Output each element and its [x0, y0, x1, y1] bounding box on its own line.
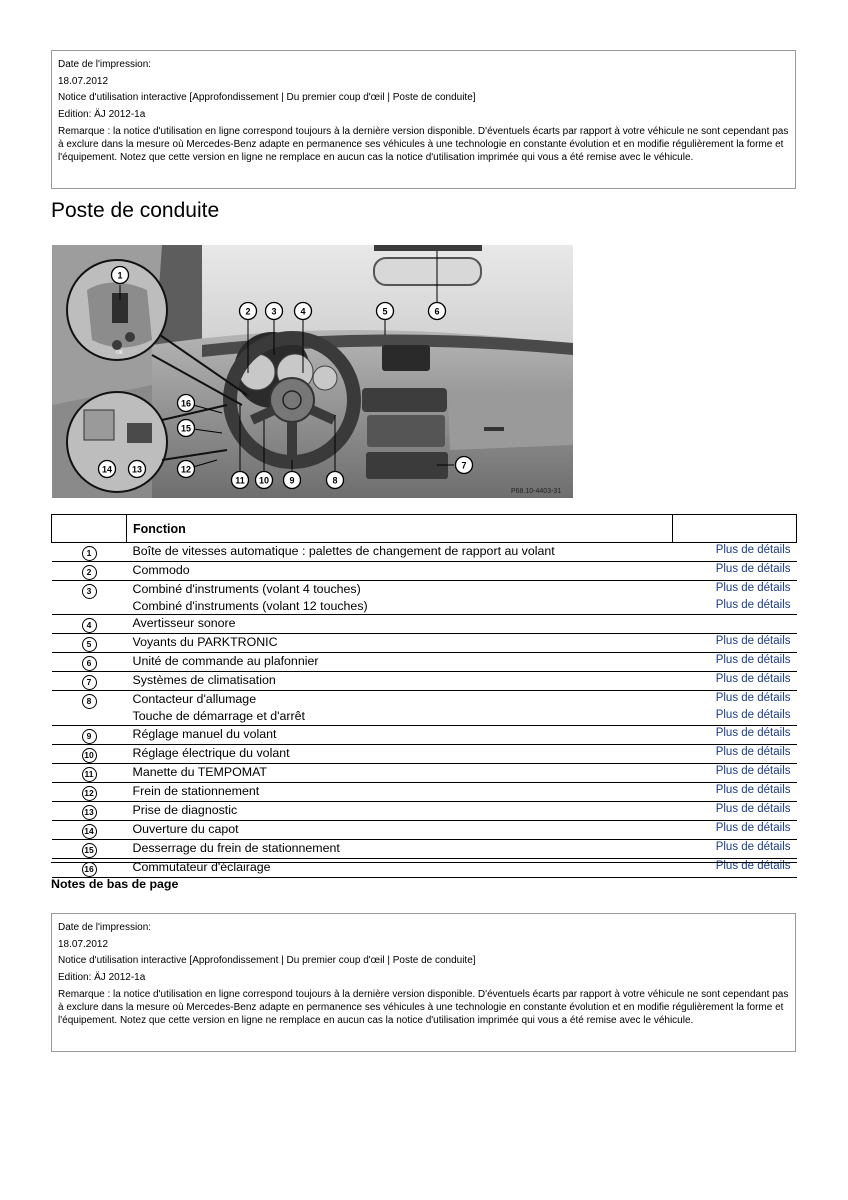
print-date-label: Date de l'impression:: [58, 59, 152, 70]
more-details-link[interactable]: Plus de détails: [715, 840, 791, 853]
callout-label: 9: [289, 475, 295, 486]
more-details-link[interactable]: Plus de détails: [715, 654, 791, 667]
more-details-link[interactable]: Plus de détails: [715, 726, 791, 739]
callout-7: [456, 457, 473, 474]
table-row: [52, 653, 797, 672]
details-cell: [673, 763, 797, 782]
table-row: [52, 820, 797, 839]
function-label: Réglage manuel du volant: [132, 726, 277, 741]
function-label: Ouverture du capot: [132, 821, 239, 836]
callout-2: [240, 303, 257, 320]
cockpit-figure: [52, 245, 573, 498]
print-date: 18.07.2012: [58, 75, 109, 87]
function-cell: [127, 691, 673, 725]
details-cell: [673, 615, 797, 634]
function-label: Desserrage du frein de stationnement: [132, 840, 340, 855]
function-cell: [127, 672, 673, 691]
more-details-link[interactable]: Plus de détails: [715, 692, 791, 705]
page-title: Poste de conduite: [51, 199, 220, 222]
callout-number-badge: 11: [82, 767, 97, 782]
table-row: [52, 725, 797, 744]
callout-number-badge: 14: [82, 824, 97, 839]
breadcrumb: Notice d'utilisation interactive [Approfondissement | Du premier coup d'œil | Poste de conduite]: [58, 955, 476, 966]
print-info-box-top: [51, 50, 796, 189]
callout-12: [178, 461, 195, 478]
function-table: [51, 514, 797, 878]
more-details-link: [673, 615, 791, 632]
table-row: [52, 691, 797, 725]
function-label: Systèmes de climatisation: [132, 673, 276, 688]
function-label: Prise de diagnostic: [132, 802, 238, 817]
cockpit-illustration: [52, 245, 573, 498]
callout-label: 4: [300, 306, 306, 317]
remark-text: Remarque : la notice d'utilisation en ligne correspond toujours à la dernière version disponible. D'éventuels écarts par rapport à votre véhicule ne sont cependant pas à exclure dans la mesure où Mercedes-Benz adapte en permanence ses véhicules à une technologie en constante évolution et en modifie régulièrement la forme et l'équipement. Notez que cette version en ligne ne remplace en aucun cas la notice d'utilisation imprimée qui vous a été remise avec le véhicule.: [58, 989, 789, 1027]
table-row: [52, 672, 797, 691]
more-details-link[interactable]: Plus de détails: [715, 764, 791, 777]
row-number-cell: [52, 615, 127, 634]
callout-number-badge: 1: [82, 546, 97, 561]
details-cell: [673, 744, 797, 763]
callout-number-badge: 10: [82, 748, 97, 763]
callout-number-badge: 2: [82, 565, 97, 580]
callout-label: 6: [434, 306, 440, 317]
row-number-cell: [52, 672, 127, 691]
table-row: [52, 562, 797, 581]
callout-label: 14: [101, 464, 113, 475]
header-function: Fonction: [127, 515, 673, 543]
function-table-body: [52, 543, 797, 878]
table-row: [52, 782, 797, 801]
callout-number-badge: 13: [82, 805, 97, 820]
header-link: [673, 515, 797, 543]
function-cell: [127, 820, 673, 839]
function-cell: [127, 763, 673, 782]
more-details-link[interactable]: Plus de détails: [715, 802, 791, 815]
callout-3: [266, 303, 283, 320]
function-label: Voyants du PARKTRONIC: [132, 635, 278, 650]
callout-16: [178, 395, 195, 412]
callout-number-badge: 6: [82, 656, 97, 671]
breadcrumb: Notice d'utilisation interactive [Approfondissement | Du premier coup d'œil | Poste de conduite]: [58, 92, 476, 103]
more-details-link[interactable]: Plus de détails: [715, 563, 791, 575]
callout-label: 15: [180, 423, 192, 434]
details-cell: [673, 820, 797, 839]
callout-label: 12: [180, 464, 192, 475]
function-cell: [127, 581, 673, 615]
callout-number-badge: 9: [82, 729, 97, 744]
table-row: [52, 581, 797, 615]
function-label: Manette du TEMPOMAT: [132, 764, 268, 779]
row-number-cell: [52, 744, 127, 763]
details-cell: [673, 581, 797, 615]
function-label: Frein de stationnement: [132, 783, 260, 798]
callout-13: [129, 461, 146, 478]
more-details-link[interactable]: Plus de détails: [715, 821, 791, 834]
more-details-link[interactable]: Plus de détails: [715, 859, 791, 872]
more-details-link[interactable]: Plus de détails: [715, 745, 791, 758]
function-cell: [127, 782, 673, 801]
more-details-link[interactable]: Plus de détails: [715, 582, 791, 594]
function-label: Commodo: [132, 563, 190, 577]
print-date-label: Date de l'impression:: [58, 922, 152, 933]
row-number-cell: [52, 562, 127, 581]
inset-ok-label: OK: [116, 350, 124, 356]
function-cell: [127, 634, 673, 653]
function-label: Combiné d'instruments (volant 4 touches): [132, 582, 361, 596]
function-cell: [127, 615, 673, 634]
function-label: Avertisseur sonore: [132, 616, 236, 631]
callout-label: 2: [245, 306, 251, 317]
row-number-cell: [52, 691, 127, 725]
row-number-cell: [52, 820, 127, 839]
function-label: Réglage électrique du volant: [132, 745, 290, 760]
row-number-cell: [52, 801, 127, 820]
row-number-cell: [52, 839, 127, 858]
callout-label: 8: [332, 475, 338, 486]
more-details-link[interactable]: Plus de détails: [715, 783, 791, 796]
function-label: Contacteur d'allumage: [132, 692, 257, 707]
callout-10: [256, 472, 273, 489]
function-label: Unité de commande au plafonnier: [132, 654, 319, 669]
function-label: Combiné d'instruments (volant 12 touches): [132, 598, 368, 613]
callout-8: [327, 472, 344, 489]
row-number-cell: [52, 725, 127, 744]
callout-label: 3: [271, 306, 277, 317]
function-label: Boîte de vitesses automatique : palettes de changement de rapport au volant: [132, 544, 555, 558]
table-header-row: [52, 515, 797, 543]
callout-number-badge: 12: [82, 786, 97, 801]
row-number-cell: [52, 782, 127, 801]
table-row: [52, 763, 797, 782]
print-date: 18.07.2012: [58, 938, 109, 950]
row-number-cell: [52, 763, 127, 782]
callout-label: 16: [180, 398, 192, 409]
footnotes-title: Notes de bas de page: [51, 877, 179, 891]
row-number-cell: [52, 543, 127, 562]
callout-5: [377, 303, 394, 320]
row-number-cell: [52, 653, 127, 672]
row-number-cell: [52, 581, 127, 615]
function-cell: [127, 839, 673, 858]
function-cell: [127, 725, 673, 744]
header-num: [52, 515, 127, 543]
callout-number-badge: 15: [82, 843, 97, 858]
details-cell: [673, 672, 797, 691]
details-cell: [673, 691, 797, 725]
callout-number-badge: 4: [82, 618, 97, 633]
details-cell: [673, 543, 797, 562]
details-cell: [673, 562, 797, 581]
footnote-divider: [51, 862, 797, 863]
function-cell: [127, 653, 673, 672]
row-number-cell: [52, 634, 127, 653]
callout-label: 11: [235, 475, 245, 486]
details-cell: [673, 634, 797, 653]
image-code: P68.10-4403-31: [511, 488, 562, 495]
callout-9: [284, 472, 301, 489]
callout-number-badge: 3: [82, 584, 97, 599]
function-cell: [127, 744, 673, 763]
callout-1: [112, 267, 129, 284]
details-cell: [673, 782, 797, 801]
callout-number-badge: 8: [82, 694, 97, 709]
function-label: Commutateur d'éclairage: [132, 859, 271, 874]
more-details-link[interactable]: Plus de détails: [715, 598, 791, 611]
function-cell: [127, 801, 673, 820]
print-info-box-bottom: [51, 913, 796, 1052]
details-cell: [673, 725, 797, 744]
edition: Edition: ÄJ 2012-1a: [58, 108, 146, 120]
more-details-link[interactable]: Plus de détails: [715, 673, 791, 686]
remark-text: Remarque : la notice d'utilisation en ligne correspond toujours à la dernière version disponible. D'éventuels écarts par rapport à votre véhicule ne sont cependant pas à exclure dans la mesure où Mercedes-Benz adapte en permanence ses véhicules à une technologie en constante évolution et en modifie régulièrement la forme et l'équipement. Notez que cette version en ligne ne remplace en aucun cas la notice d'utilisation imprimée qui vous a été remise avec le véhicule.: [58, 126, 789, 164]
table-row: [52, 615, 797, 634]
callout-14: [99, 461, 116, 478]
table-row: [52, 634, 797, 653]
callout-number-badge: 7: [82, 675, 97, 690]
callout-label: 5: [382, 306, 388, 317]
table-row: [52, 543, 797, 562]
callout-6: [429, 303, 446, 320]
table-row: [52, 801, 797, 820]
details-cell: [673, 839, 797, 858]
callout-label: 7: [461, 460, 467, 471]
table-row: [52, 839, 797, 858]
details-cell: [673, 801, 797, 820]
callout-label: 10: [258, 475, 270, 486]
edition: Edition: ÄJ 2012-1a: [58, 971, 146, 983]
more-details-link[interactable]: Plus de détails: [715, 544, 791, 556]
callout-number-badge: 5: [82, 637, 97, 652]
table-row: [52, 744, 797, 763]
callout-15: [178, 420, 195, 437]
function-cell: [127, 543, 673, 562]
callout-11: [232, 472, 249, 489]
callout-4: [295, 303, 312, 320]
more-details-link[interactable]: Plus de détails: [715, 709, 791, 722]
function-cell: [127, 562, 673, 581]
callout-label: 1: [117, 270, 123, 281]
callout-label: 13: [131, 464, 143, 475]
more-details-link[interactable]: Plus de détails: [715, 635, 791, 648]
function-label: Touche de démarrage et d'arrêt: [132, 709, 305, 724]
callout-number-badge: 16: [82, 862, 97, 877]
details-cell: [673, 653, 797, 672]
